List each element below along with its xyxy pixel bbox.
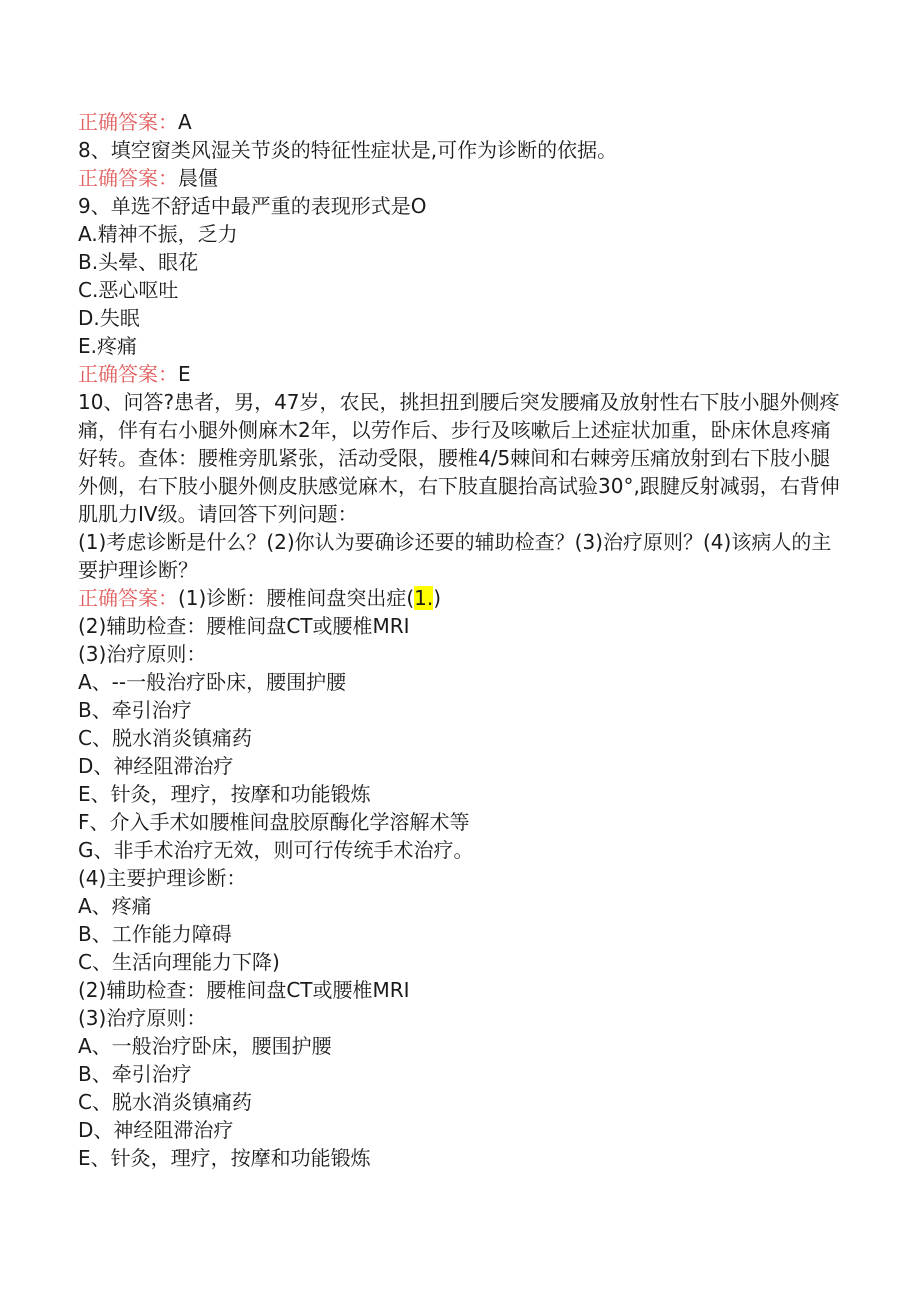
q9-question: 9、单选不舒适中最严重的表现形式是O: [78, 194, 427, 218]
answer-label: 正确答案：: [78, 362, 178, 386]
q10-line: (3)治疗原则：: [78, 1006, 207, 1030]
answer-label: 正确答案：: [78, 110, 178, 134]
q8-question: 8、填空窗类风湿关节炎的特征性症状是,可作为诊断的依据。: [78, 138, 618, 162]
answer-text-end: ): [433, 586, 442, 610]
q10-line: C、脱水消炎镇痛药: [78, 1090, 252, 1114]
answer-text: (1)诊断：腰椎间盘突出症(: [178, 586, 415, 610]
q9-answer-line: [78, 360, 848, 388]
q10-line: B、牵引治疗: [78, 698, 192, 722]
q10-line: A、疼痛: [78, 894, 152, 918]
answer-value: E: [178, 362, 191, 386]
q8-answer-line: [78, 164, 848, 192]
q10-line: C、脱水消炎镇痛药: [78, 726, 252, 750]
q10-line: D、神经阻滞治疗: [78, 1118, 234, 1142]
q10-line: F、介入手术如腰椎间盘胶原酶化学溶解术等: [78, 810, 470, 834]
q10-question: 10、问答?患者，男，47岁，农民，挑担扭到腰后突发腰痛及放射性右下肢小腿外侧疼痛，伴有右小腿外侧麻木2年，以劳作后、步行及咳嗽后上述症状加重，卧床休息疼痛好转。查体：腰椎旁肌紧张，活动受限，腰椎4/5棘间和右棘旁压痛放射到右下肢小腿外侧，右下肢小腿外侧皮肤感觉麻木，右下肢直腿抬高试验30°,跟腱反射减弱，右背伸肌肌力IV级。请回答下列问题：: [78, 390, 840, 526]
q10-line: C、生活向理能力下降): [78, 950, 280, 974]
q10-line: D、神经阻滞治疗: [78, 754, 234, 778]
q9-option-d: D.失眠: [78, 306, 140, 330]
answer-value: 晨僵: [178, 166, 218, 190]
q10-line: G、非手术治疗无效，则可行传统手术治疗。: [78, 838, 474, 862]
q10-line: (4)主要护理诊断：: [78, 866, 247, 890]
highlighted-text: 1.: [414, 586, 434, 610]
q10-line: A、一般治疗卧床，腰围护腰: [78, 1034, 332, 1058]
q10-line: (3)治疗原则：: [78, 642, 207, 666]
answer-label: 正确答案：: [78, 586, 178, 610]
q10-line: B、工作能力障碍: [78, 922, 232, 946]
document-page: [78, 108, 848, 1172]
q9-option-a: A.精神不振，乏力: [78, 222, 238, 246]
q9-option-c: C.恶心呕吐: [78, 278, 179, 302]
q10-sub-questions: (1)考虑诊断是什么？(2)你认为要确诊还要的辅助检查？(3)治疗原则？(4)该病人的主要护理诊断？: [78, 530, 832, 582]
q9-option-e: E.疼痛: [78, 334, 137, 358]
q10-line: (2)辅助检查：腰椎间盘CT或腰椎MRI: [78, 614, 410, 638]
q10-line: E、针灸，理疗，按摩和功能锻炼: [78, 782, 371, 806]
q10-answer-line: [78, 584, 848, 612]
answer-label: 正确答案：: [78, 166, 178, 190]
q7-answer-line: [78, 108, 848, 136]
q10-line: B、牵引治疗: [78, 1062, 192, 1086]
q10-line: (2)辅助检查：腰椎间盘CT或腰椎MRI: [78, 978, 410, 1002]
q9-option-b: B.头晕、眼花: [78, 250, 199, 274]
answer-value: A: [178, 110, 192, 134]
q10-line: A、--一般治疗卧床，腰围护腰: [78, 670, 347, 694]
q10-line: E、针灸，理疗，按摩和功能锻炼: [78, 1146, 371, 1170]
